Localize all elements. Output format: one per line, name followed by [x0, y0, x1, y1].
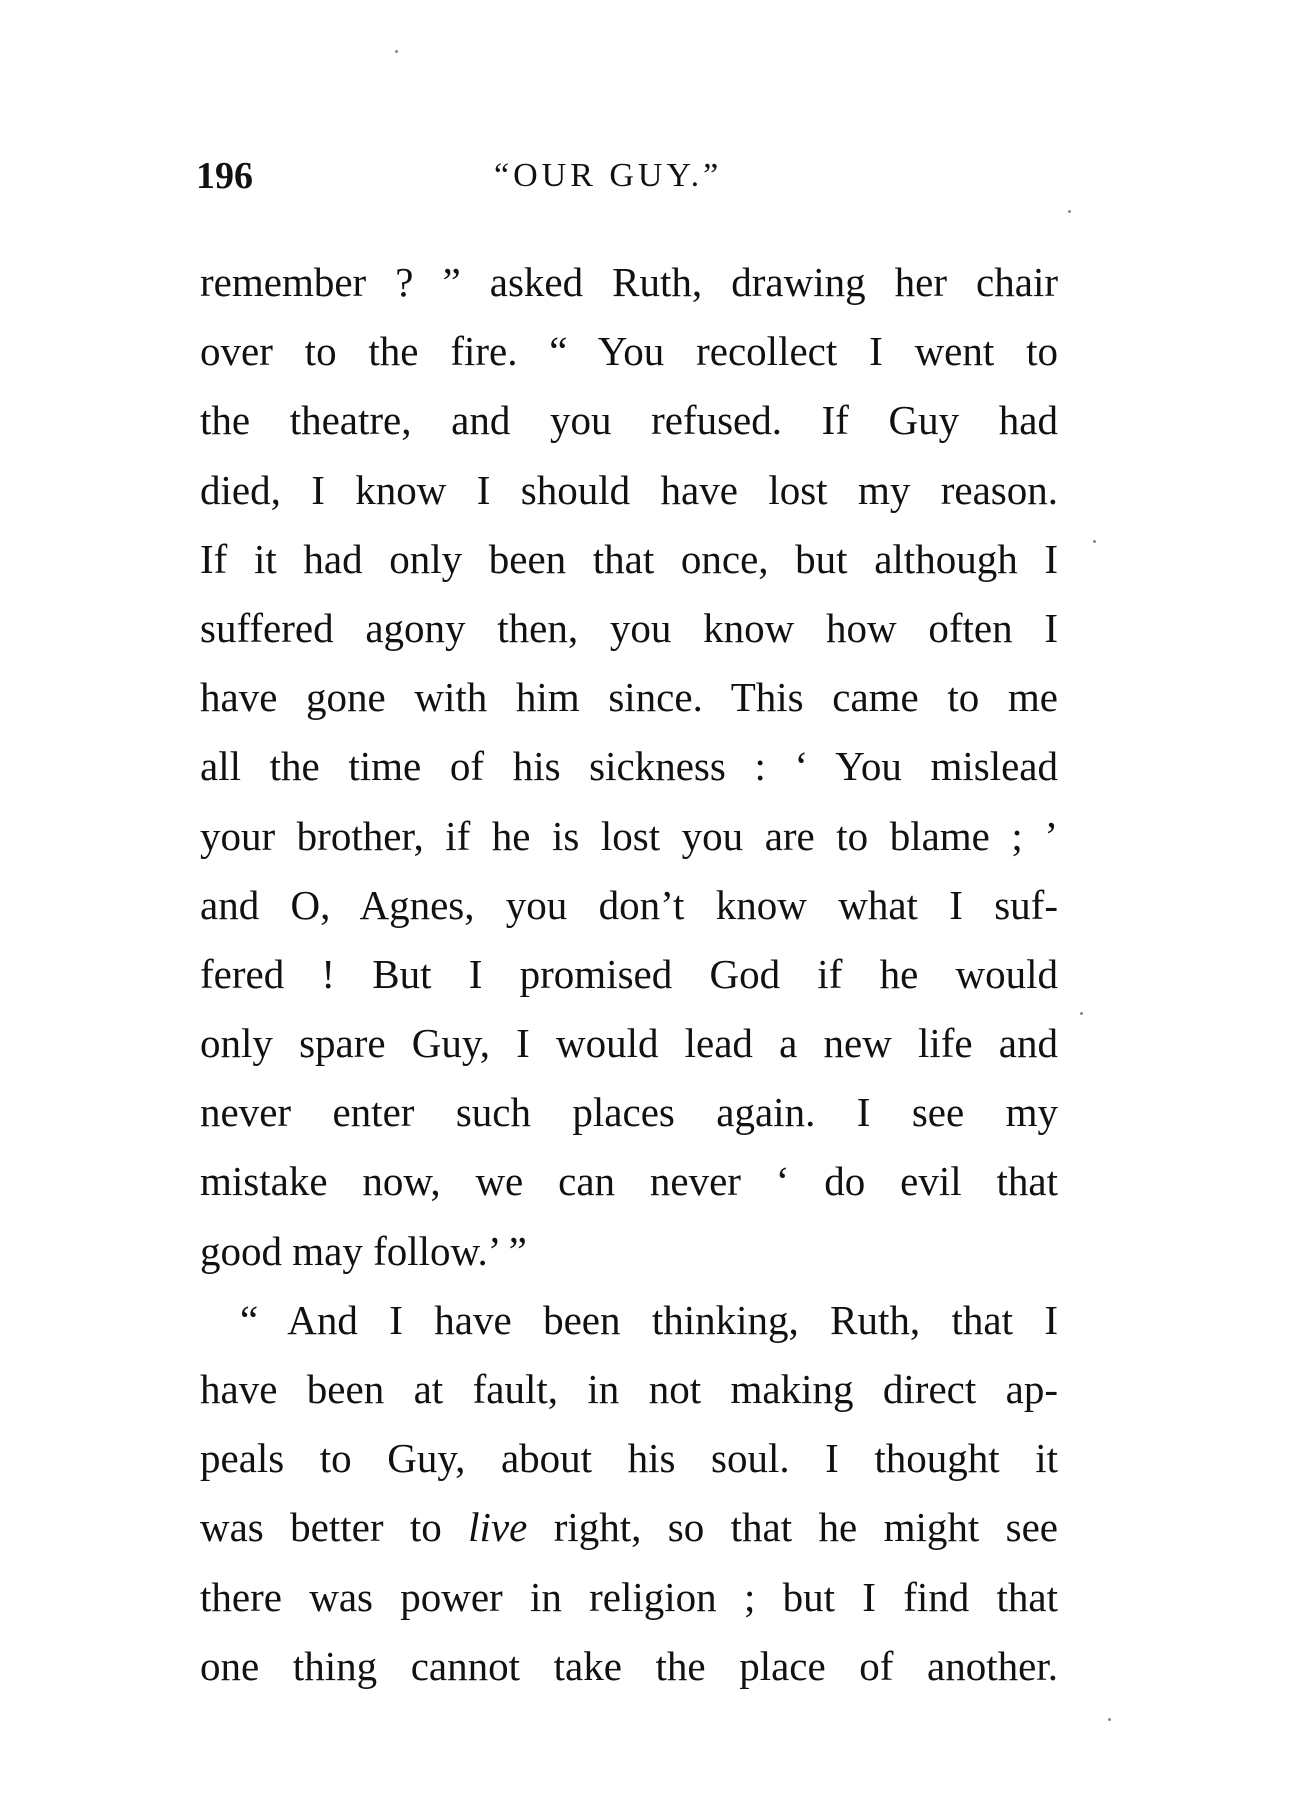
text-line: “ And I have been thinking, Ruth, that I [240, 1296, 1058, 1343]
text-line: only spare Guy, I would lead a new life and [200, 1020, 1058, 1067]
text-line: there was power in religion ; but I find that [200, 1573, 1058, 1620]
text-line: one thing cannot take the place of another. [200, 1642, 1058, 1689]
text-line: and O, Agnes, you don’t know what I suf- [200, 881, 1058, 928]
text-line: If it had only been that once, but although I [200, 535, 1058, 582]
text-line: suffered agony then, you know how often I [200, 604, 1058, 651]
page-header [196, 148, 1056, 204]
text-line: died, I know I should have lost my reason. [200, 466, 1058, 513]
paper-speck [395, 50, 398, 53]
paper-speck [1093, 540, 1096, 543]
text-line: remember ? ” asked Ruth, drawing her chair [200, 259, 1058, 305]
text-line: the theatre, and you refused. If Guy had [200, 397, 1058, 444]
text-line: never enter such places again. I see my [200, 1089, 1058, 1136]
text-line: peals to Guy, about his soul. I thought it [200, 1435, 1058, 1482]
text-line: good may follow.’ ” [200, 1227, 527, 1274]
page-number: 196 [196, 155, 253, 197]
running-head: “OUR GUY.” [494, 157, 723, 194]
text-line: was better to live right, so that he might see [200, 1504, 1059, 1551]
text-line: fered ! But I promised God if he would [200, 950, 1058, 997]
text-line: mistake now, we can never ‘ do evil that [200, 1158, 1058, 1205]
text-line: over to the fire. “ You recollect I went to [200, 328, 1058, 375]
body-text [200, 248, 1058, 1701]
text-line: all the time of his sickness : ‘ You mislead [200, 743, 1058, 790]
text-line: your brother, if he is lost you are to blame ; ’ [200, 812, 1058, 859]
text-line: have been at fault, in not making direct ap- [200, 1366, 1058, 1412]
paper-speck [1080, 1012, 1083, 1015]
emphasis-word: live [468, 1504, 528, 1551]
paper-speck [1068, 210, 1071, 213]
paper-speck [1108, 1718, 1111, 1721]
text-line: have gone with him since. This came to me [200, 674, 1058, 721]
